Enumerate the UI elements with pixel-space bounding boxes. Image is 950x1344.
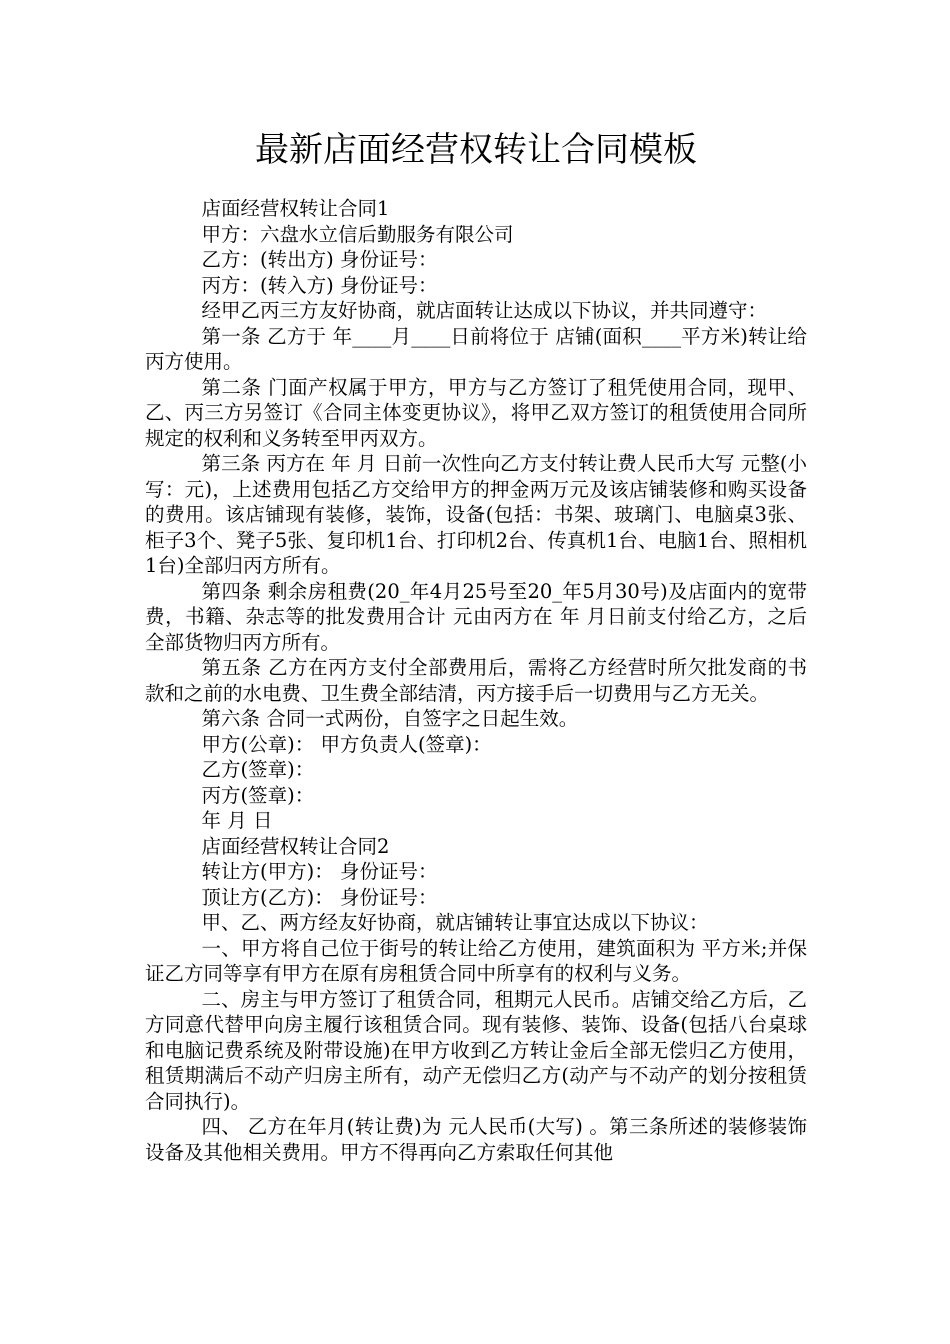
paragraph: 年 月 日 bbox=[201, 809, 273, 832]
paragraph: 第四条 剩余房租费(20_年4月25号至20_年5月30号)及店面内的宽带费，书籍、杂志等的批发费用合计 元由丙方在 年 月日前支付给乙方，之后全部货物归丙方所有。 bbox=[145, 579, 807, 654]
paragraph: 一、甲方将自己位于街号的转让给乙方使用，建筑面积为 平方米;并保证乙方同等享有甲方在原有房租赁合同中所享有的权利与义务。 bbox=[145, 936, 807, 985]
paragraph: 甲方：六盘水立信后勤服务有限公司 bbox=[201, 222, 514, 246]
paragraph: 丙方(签章)： bbox=[201, 783, 315, 807]
paragraph: 第二条 门面产权属于甲方，甲方与乙方签订了租凭使用合同，现甲、乙、丙三方另签订《合同主体变更协议》，将甲乙双方签订的租赁使用合同所规定的权利和义务转至甲丙双方。 bbox=[145, 375, 807, 450]
paragraph: 乙方：(转出方) 身份证号： bbox=[201, 248, 438, 271]
paragraph: 第一条 乙方于 年____月____日前将位于 店铺(面积____平方米)转让给丙方使用。 bbox=[145, 324, 807, 373]
paragraph: 转让方(甲方)： 身份证号： bbox=[201, 860, 438, 883]
paragraph: 二、房主与甲方签订了租赁合同，租期元人民币。店铺交给乙方后，乙方同意代替甲向房主履行该租赁合同。现有装修、装饰、设备(包括八台桌球和电脑记费系统及附带设施)在甲方收到乙方转让金后全部无偿归乙方使用，租赁期满后不动产归房主所有，动产无偿归乙方(动产与不动产的划分按租赁合同执行)。 bbox=[145, 987, 807, 1113]
paragraph: 乙方(签章)： bbox=[201, 758, 315, 781]
paragraph: 店面经营权转让合同1 bbox=[201, 197, 390, 220]
paragraph: 甲、乙、两方经友好协商，就店铺转让事宜达成以下协议： bbox=[201, 911, 709, 934]
document-body bbox=[145, 196, 807, 1165]
paragraph: 经甲乙丙三方友好协商，就店面转让达成以下协议，并共同遵守： bbox=[201, 299, 768, 322]
document-page bbox=[145, 120, 807, 1165]
paragraph: 甲方(公章)： 甲方负责人(签章)： bbox=[201, 732, 492, 756]
paragraph: 顶让方(乙方)： 身份证号： bbox=[201, 885, 438, 909]
paragraph: 丙方：(转入方) 身份证号： bbox=[201, 273, 438, 297]
paragraph: 第三条 丙方在 年 月 日前一次性向乙方支付转让费人民币大写 元整(小写：元)，上述费用包括乙方交给甲方的押金两万元及该店铺装修和购买设备的费用。该店铺现有装修，装饰，设备(包括：书架、玻璃门、电脑桌3张、柜子3个、凳子5张、复印机1台、打印机2台、传真机1台、电脑1台、照相机1台)全部归丙方所有。 bbox=[145, 452, 807, 577]
paragraph: 第六条 合同一式两份，自签字之日起生效。 bbox=[201, 707, 579, 730]
paragraph: 四、 乙方在年月(转让费)为 元人民币(大写) 。第三条所述的装修装饰设备及其他相关费用。甲方不得再向乙方索取任何其他 bbox=[145, 1115, 807, 1164]
paragraph: 第五条 乙方在丙方支付全部费用后，需将乙方经营时所欠批发商的书款和之前的水电费、卫生费全部结清，丙方接手后一切费用与乙方无关。 bbox=[145, 656, 807, 705]
paragraph: 店面经营权转让合同2 bbox=[201, 834, 390, 858]
document-title: 最新店面经营权转让合同模板 bbox=[255, 130, 697, 170]
